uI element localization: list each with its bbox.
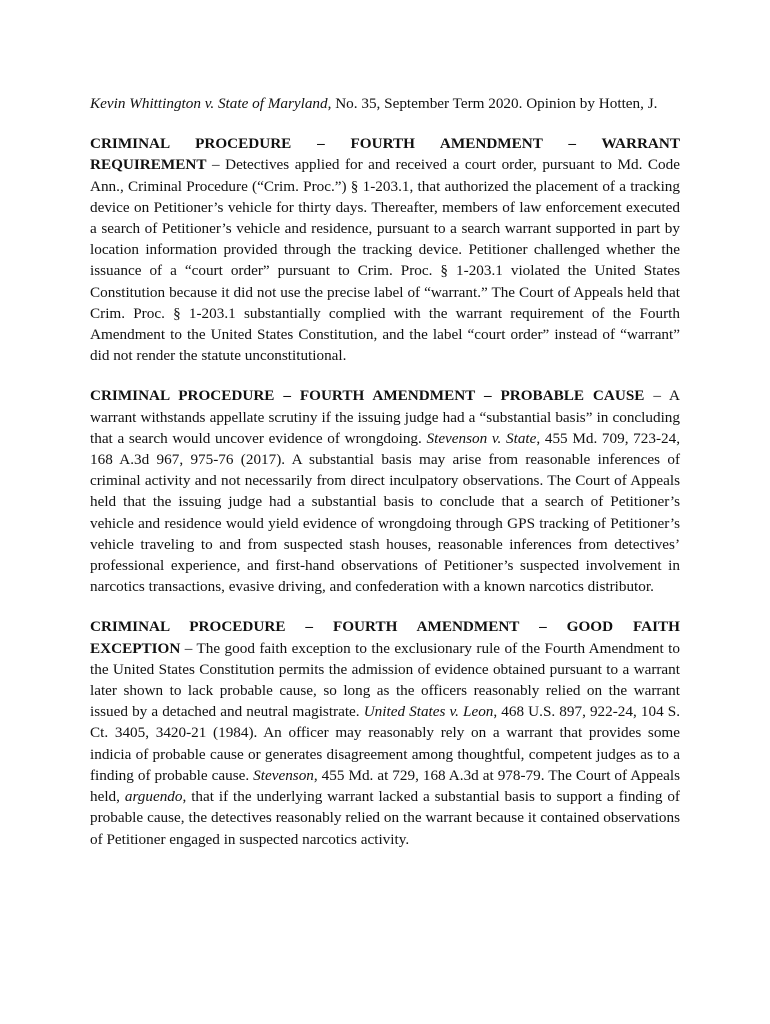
- section-body-part: , 455 Md. 709, 723-24, 168 A.3d 967, 975-76 (2017). A substantial basis may arise from reasonable inferences of criminal activity and not necessarily from direct inculpatory observations. The Court of Appeals held that the issuing judge had a substantial basis to conclude that a search of Petitioner’s vehicle and residence would yield evidence of wrongdoing through GPS tracking of Petitioner’s vehicle traveling to and from suspected stash houses, reasonable inferences from detectives’ professional experience, and first-hand observations of Petitioner’s suspected involvement in narcotics transactions, evasive driving, and confederation with a known narcotics distributor.: [90, 429, 681, 596]
- latin-term: arguendo: [124, 788, 183, 806]
- citation: Stevenson v. State: [426, 429, 537, 447]
- section-heading-line1: CRIMINAL PROCEDURE – FOURTH AMENDMENT – GOOD FAITH: [90, 618, 680, 636]
- section-body-part: , that if the underlying warrant lacked a substantial basis to support a finding of probable cause, the detectives reasonably relied on the warrant because it contained observations of Petitioner engaged in suspected narcotics activity.: [90, 788, 680, 848]
- section-body-part: – The good faith exception to the exclusionary rule of the Fourth Amendment to the United States Constitution permits the admission of evidence obtained pursuant to a warrant later shown to lack probable cause, so long as the officers reasonably relied on the warrant issued by a detached and neutral magistrate.: [90, 639, 680, 721]
- section-good-faith-exception: [90, 616, 680, 849]
- section-heading-line1: CRIMINAL PROCEDURE – FOURTH AMENDMENT – WARRANT: [90, 135, 680, 153]
- section-heading-line2: EXCEPTION: [90, 639, 181, 657]
- section-body-part: , 455 Md. at 729, 168 A.3d at 978-79. The Court of Appeals held,: [90, 766, 680, 806]
- citation: Stevenson: [253, 766, 314, 784]
- citation: United States v. Leon: [363, 703, 494, 721]
- section-body-part: – A warrant withstands appellate scrutiny if the issuing judge had a “substantial basis” in concluding that a search would uncover evidence of wrongdoing.: [90, 387, 680, 447]
- section-heading: CRIMINAL PROCEDURE – FOURTH AMENDMENT – PROBABLE CAUSE: [90, 387, 645, 405]
- case-name: Kevin Whittington v. State of Maryland: [90, 95, 328, 112]
- section-body: – Detectives applied for and received a court order, pursuant to Md. Code Ann., Criminal Procedure (“Crim. Proc.”) § 1-203.1, that authorized the placement of a tracking device on Petitioner’s vehicle for thirty days. Thereafter, members of law enforcement executed a search of Petitioner’s vehicle and residence, pursuant to a search warrant supported in part by location information provided through the tracking device. Petitioner challenged whether the issuance of a “court order” pursuant to Crim. Proc. § 1-203.1 violated the United States Constitution because it did not use the precise label of “warrant.” The Court of Appeals held that Crim. Proc. § 1-203.1 substantially complied with the warrant requirement of the Fourth Amendment to the United States Constitution, and the label “court order” instead of “warrant” did not render the statute unconstitutional.: [90, 156, 680, 365]
- section-body-part: , 468 U.S. 897, 922-24, 104 S. Ct. 3405, 3420-21 (1984). An officer may reasonably rely on a warrant that provides some indicia of probable cause or generates disagreement among thoughtful, competent judges as to a finding of probable cause.: [90, 703, 681, 784]
- section-probable-cause: [90, 385, 680, 597]
- section-warrant-requirement: [90, 133, 680, 366]
- document-page: [90, 93, 680, 869]
- case-details: , No. 35, September Term 2020. Opinion by Hotten, J.: [327, 95, 658, 112]
- case-caption: [90, 93, 680, 114]
- section-heading-line2: REQUIREMENT: [90, 156, 207, 174]
